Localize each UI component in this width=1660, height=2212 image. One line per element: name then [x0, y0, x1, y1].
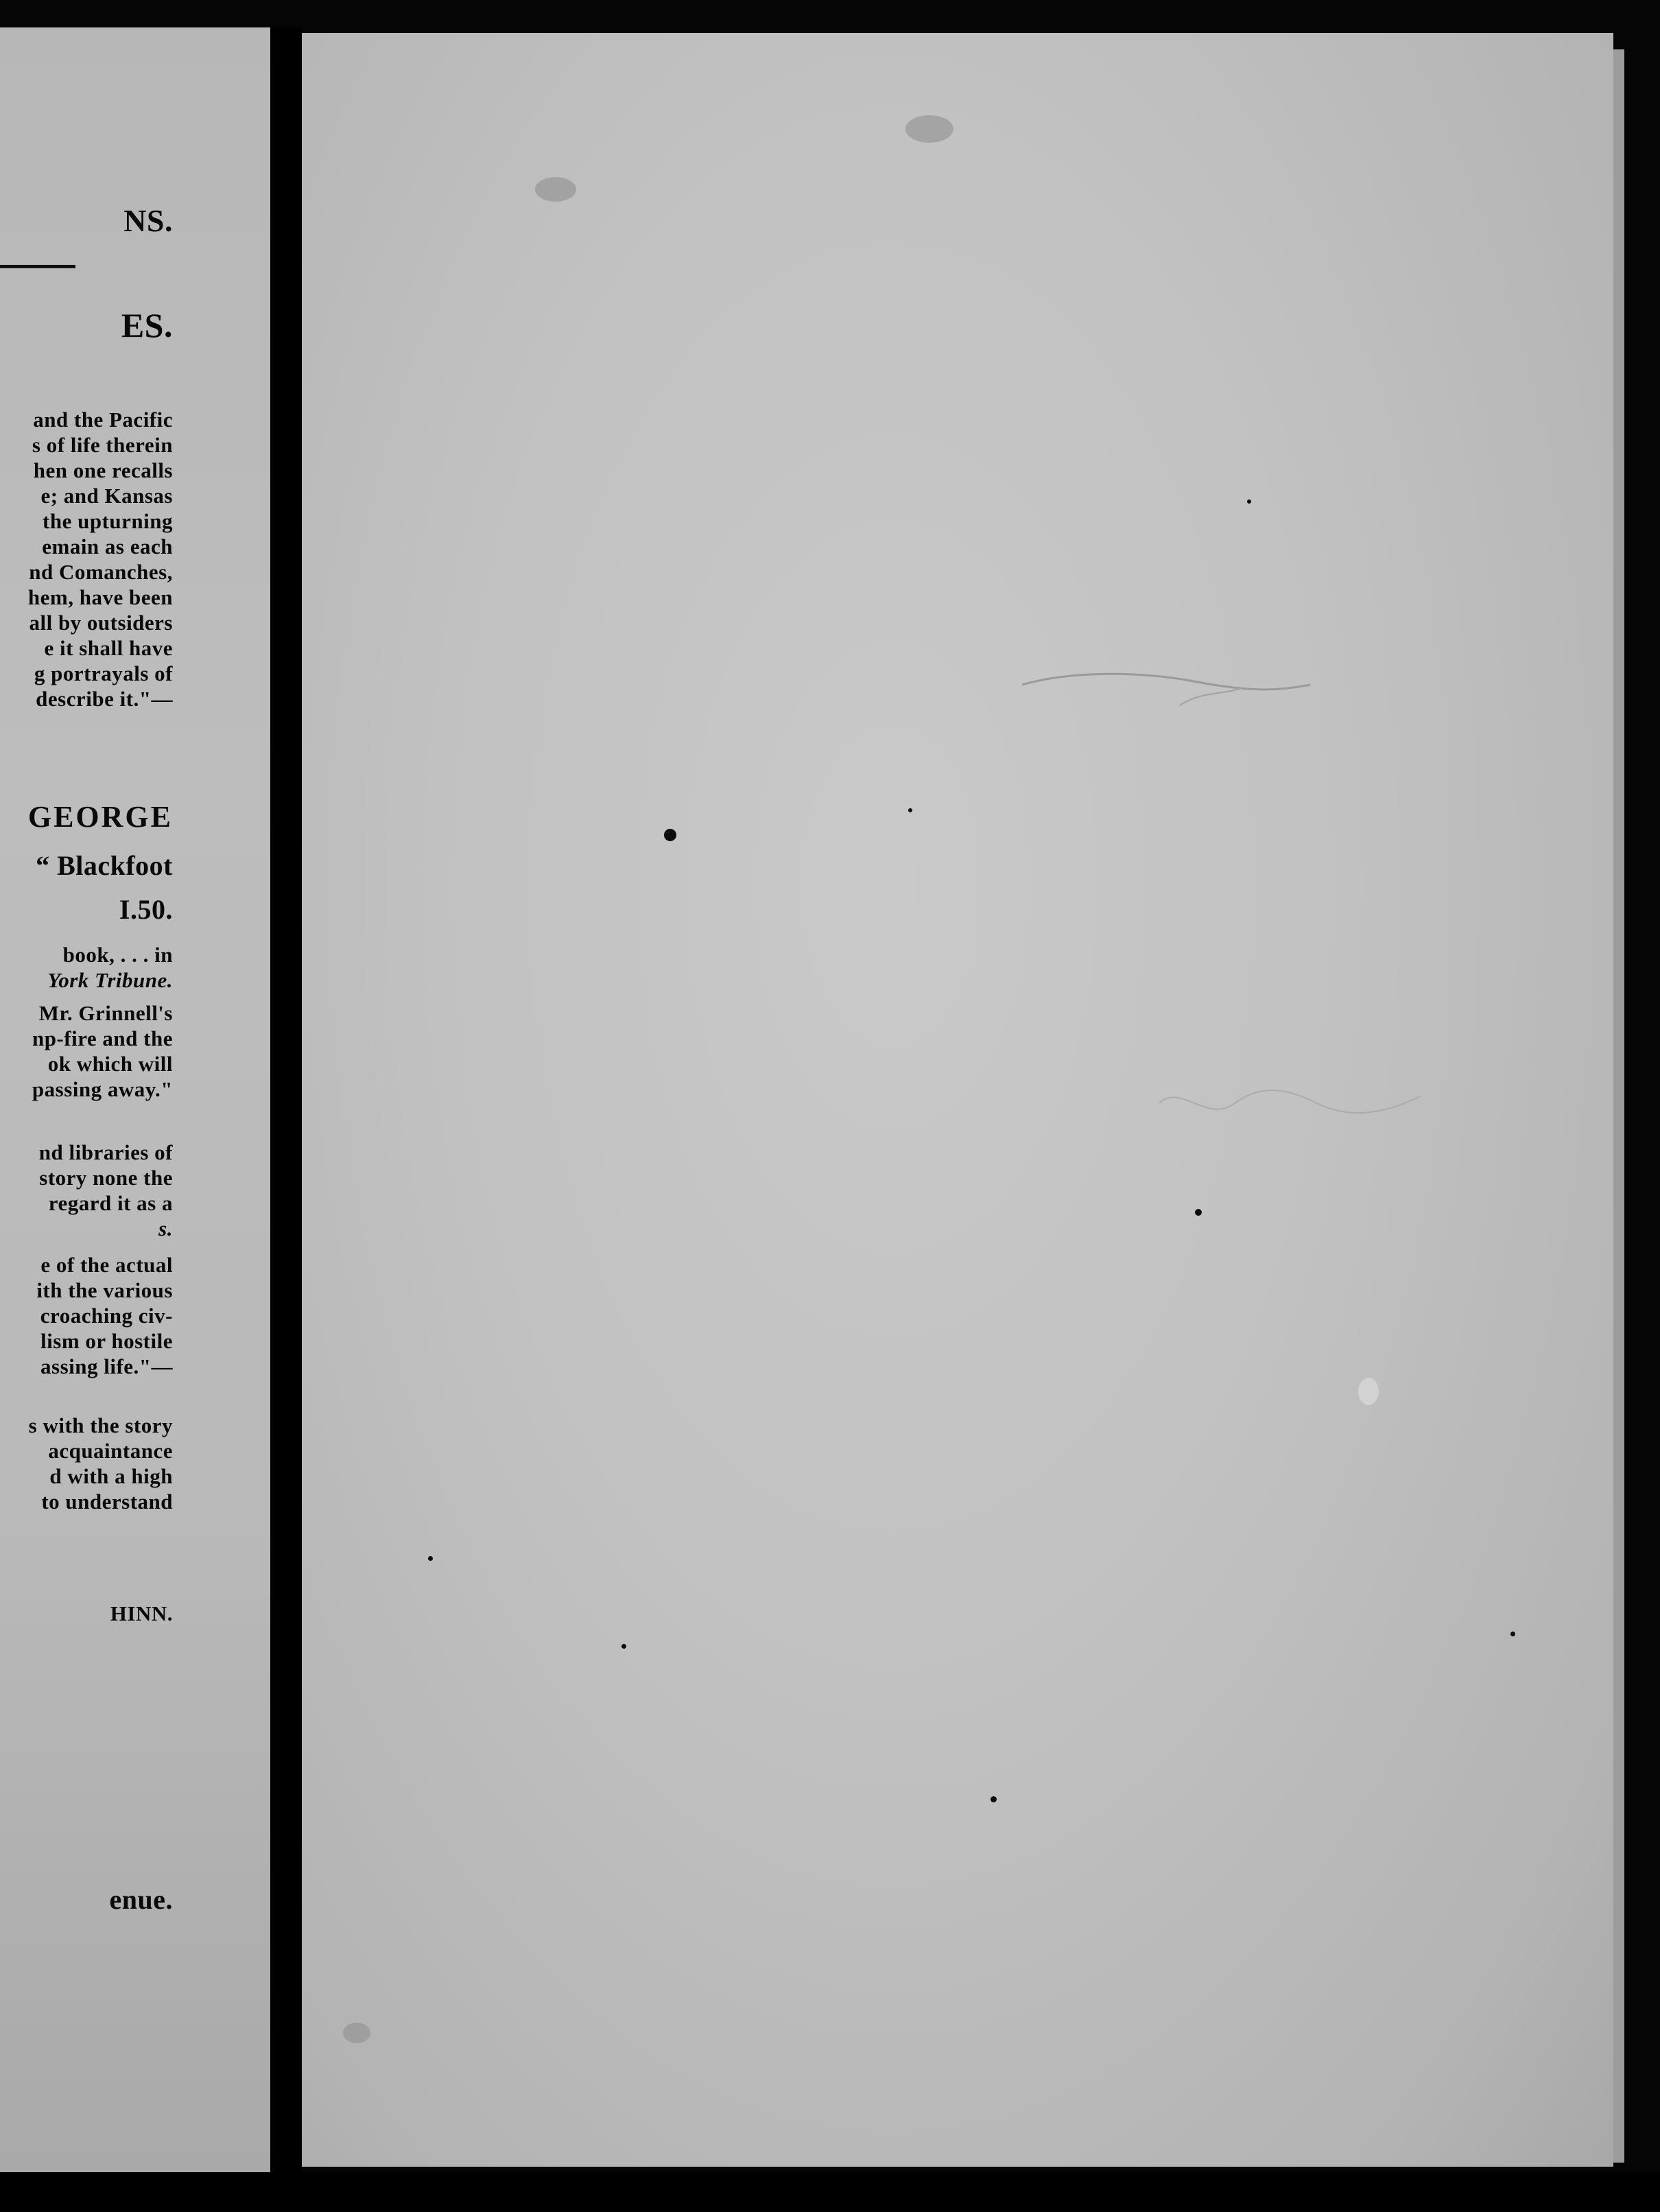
paper-stain: [905, 115, 953, 143]
review-4-tail: s.: [158, 1216, 173, 1240]
review-5-line: e of the actual: [40, 1253, 173, 1277]
review-6-line: d with a high: [49, 1464, 173, 1488]
paper-stain: [343, 2023, 370, 2043]
review-5-line: lism or hostile: [40, 1329, 173, 1353]
review-5-line: assing life."—: [40, 1354, 173, 1378]
publisher-fragment: HINN.: [110, 1601, 173, 1625]
ink-speck: [1510, 1632, 1515, 1636]
review-5-line: croaching civ-: [40, 1304, 173, 1328]
review-1-line: s of life therein: [32, 433, 173, 457]
review-6-line: to understand: [41, 1490, 173, 1514]
author-fragment: GEORGE: [27, 800, 173, 834]
review-1-line: and the Pacific: [33, 408, 173, 432]
right-page-blank: [302, 33, 1613, 2167]
address-fragment: enue.: [109, 1884, 173, 1915]
review-1-line: the upturning: [43, 509, 173, 533]
paper-stain: [535, 177, 576, 202]
review-4-line: nd libraries of: [38, 1140, 173, 1164]
price-fragment: I.50.: [119, 894, 173, 925]
faint-pencil-mark: [1015, 664, 1317, 719]
review-3-line: passing away.": [32, 1077, 173, 1101]
review-6-line: s with the story: [28, 1413, 173, 1437]
heading-fragment-2: ES.: [121, 306, 173, 344]
review-6-line: acquaintance: [48, 1439, 173, 1463]
ink-speck: [908, 808, 912, 812]
review-2-line: book, . . . in: [62, 943, 173, 967]
scan-bottom-border: [0, 2172, 1660, 2212]
review-4-line: story none the: [39, 1166, 173, 1190]
heading-fragment-1: NS.: [123, 203, 173, 238]
book-gutter: [270, 27, 302, 2172]
ink-speck: [621, 1644, 626, 1649]
faint-pencil-mark: [1152, 1062, 1427, 1144]
review-1-line: e; and Kansas: [40, 484, 173, 508]
review-1-line: nd Comanches,: [29, 560, 173, 584]
review-1-line: emain as each: [42, 534, 173, 558]
heading-rule: [0, 265, 75, 268]
review-1-line: all by outsiders: [29, 611, 173, 635]
review-4-line: regard it as a: [48, 1191, 173, 1215]
review-3-line: ok which will: [47, 1052, 173, 1076]
paper-fleck: [1358, 1378, 1379, 1405]
left-page: [0, 27, 270, 2172]
review-1-line: hem, have been: [27, 585, 173, 609]
review-3-line: np-fire and the: [32, 1026, 173, 1050]
ink-speck: [1247, 499, 1251, 504]
ink-speck: [428, 1556, 433, 1561]
title-fragment: “ Blackfoot: [36, 850, 173, 881]
review-2-source: York Tribune.: [47, 968, 173, 992]
review-1-line: hen one recalls: [33, 458, 173, 482]
review-3-line: Mr. Grinnell's: [38, 1001, 173, 1025]
review-1-line: describe it."—: [36, 687, 173, 711]
ink-speck: [991, 1796, 997, 1802]
ink-speck: [664, 829, 676, 841]
review-5-line: ith the various: [36, 1278, 173, 1302]
page-edge: [1613, 49, 1624, 2163]
review-1-line: g portrayals of: [34, 661, 173, 685]
ink-speck: [1195, 1209, 1202, 1216]
review-1-line: e it shall have: [44, 636, 173, 660]
